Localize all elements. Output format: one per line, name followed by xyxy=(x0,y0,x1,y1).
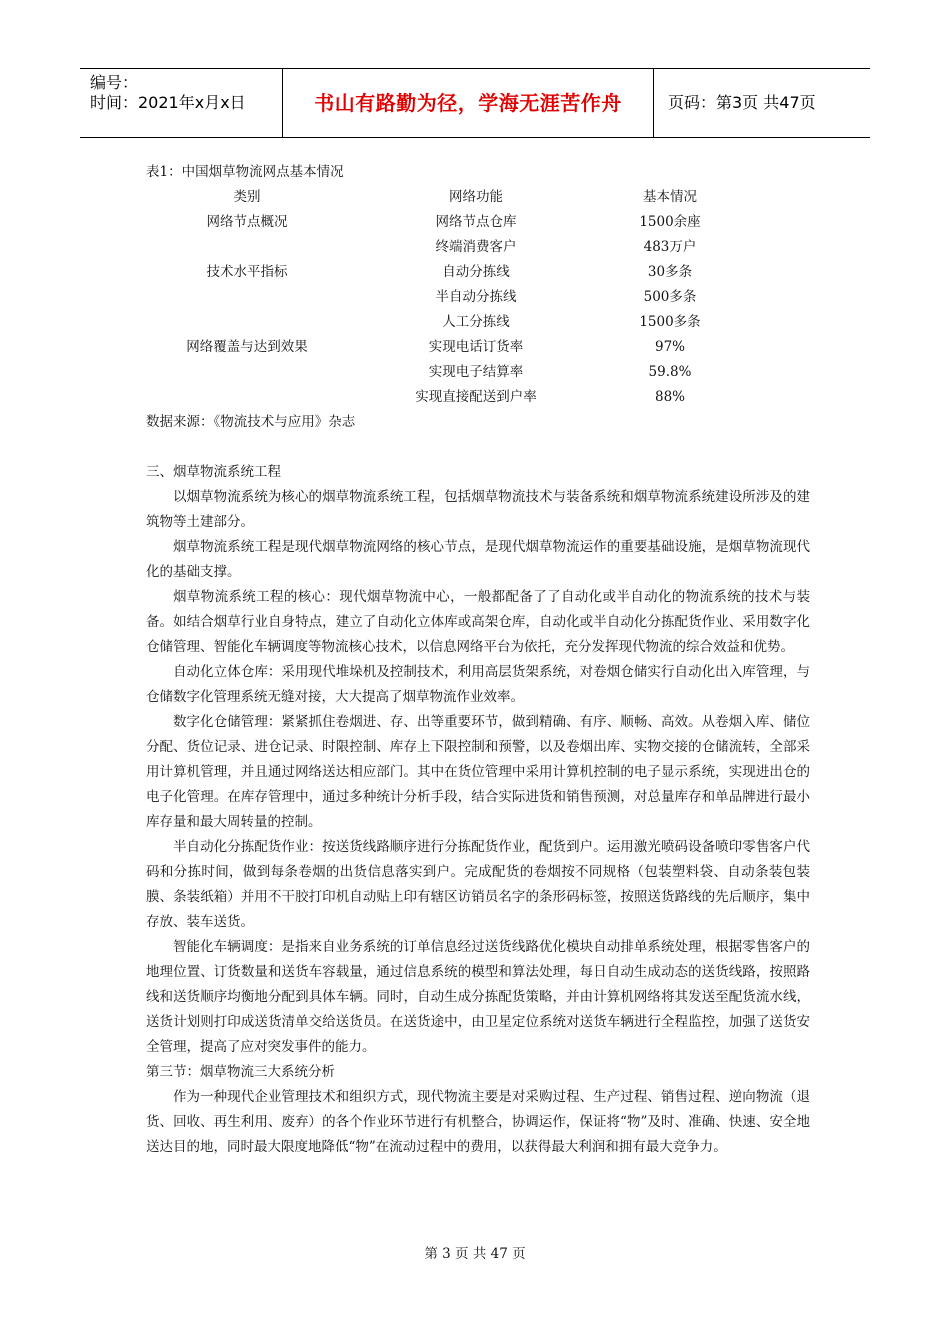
body-paragraph: 自动化立体仓库：采用现代堆垛机及控制技术，利用高层货架系统，对卷烟仓储实行自动化出入库管理，与仓储数字化管理系统无缝对接，大大提高了烟草物流作业效率。 xyxy=(146,664,810,705)
table-cell-category xyxy=(146,285,348,310)
table-cell-function: 人工分拣线 xyxy=(442,314,510,330)
page-header xyxy=(80,68,870,138)
table-cell-value: 500多条 xyxy=(643,289,697,305)
header-motto-cell xyxy=(283,69,654,137)
table-cell-function: 自动分拣线 xyxy=(442,264,510,280)
table-cell-category: 网络节点概况 xyxy=(206,214,288,230)
table-cell-function: 半自动分拣线 xyxy=(435,289,517,305)
table-source: 数据来源：《物流技术与应用》杂志 xyxy=(146,414,356,430)
column-header: 网络功能 xyxy=(449,189,503,205)
column-header: 类别 xyxy=(233,189,261,205)
header-page-cell xyxy=(654,69,870,137)
table-cell-value: 1500余座 xyxy=(639,214,701,230)
table-row xyxy=(146,285,736,310)
header-meta xyxy=(80,69,283,137)
table-cell-value: 97% xyxy=(654,339,685,355)
motto-text: 书山有路勤为径，学海无涯苦作舟 xyxy=(314,91,622,115)
table-cell-function: 实现直接配送到户率 xyxy=(415,389,537,405)
table-row xyxy=(146,260,736,285)
table-cell-category: 技术水平指标 xyxy=(206,264,288,280)
table-cell-category xyxy=(146,360,348,385)
table-caption: 表1：中国烟草物流网点基本情况 xyxy=(146,164,344,180)
body-paragraph: 烟草物流系统工程的核心：现代烟草物流中心，一般都配备了了自动化或半自动化的物流系统的技术与装备。如结合烟草行业自身特点，建立了自动化立体库或高架仓库，自动化或半自动化分拣配货作业、采用数字化仓储管理、智能化车辆调度等物流核心技术，以信息网络平台为依托，充分发挥现代物流的综合效益和优势。 xyxy=(146,589,810,655)
table-cell-value: 59.8% xyxy=(648,364,692,380)
table-cell-category: 网络覆盖与达到效果 xyxy=(186,339,308,355)
footer-page-number: 第 3 页 共 47 页 xyxy=(424,1246,526,1262)
table-cell-function: 网络节点仓库 xyxy=(435,214,517,230)
body-paragraph: 作为一种现代企业管理技术和组织方式，现代物流主要是对采购过程、生产过程、销售过程、逆向物流（退货、回收、再生利用、废弃）的各个作业环节进行有机整合，协调运作，保证将“物”及时、准确、快速、安全地送达目的地，同时最大限度地降低“物”在流动过程中的费用，以获得最大利润和拥有最大竞争力。 xyxy=(146,1089,810,1155)
document-body xyxy=(146,160,810,1160)
section-heading: 三、烟草物流系统工程 xyxy=(146,464,281,480)
table-row xyxy=(146,360,736,385)
body-paragraph: 智能化车辆调度：是指来自业务系统的订单信息经过送货线路优化模块自动排单系统处理，根据零售客户的地理位置、订货数量和送货车容载量，通过信息系统的模型和算法处理，每日自动生成动态的送货线路，按照路线和送货顺序均衡地分配到具体车辆。同时，自动生成分拣配货策略，并由计算机网络将其发送至配货流水线，送货计划则打印成送货清单交给送货员。在送货途中，由卫星定位系统对送货车辆进行全程监控，加强了送货安全管理，提高了应对突发事件的能力。 xyxy=(146,939,810,1055)
table-cell-value: 1500多条 xyxy=(639,314,701,330)
body-paragraph: 以烟草物流系统为核心的烟草物流系统工程，包括烟草物流技术与装备系统和烟草物流系统建设所涉及的建筑物等土建部分。 xyxy=(146,489,810,530)
table-row xyxy=(146,210,736,235)
body-paragraph: 烟草物流系统工程是现代烟草物流网络的核心节点，是现代烟草物流运作的重要基础设施，是烟草物流现代化的基础支撑。 xyxy=(146,539,810,580)
table-cell-value: 30多条 xyxy=(647,264,693,280)
table-header-row xyxy=(146,185,736,210)
data-table xyxy=(146,185,736,410)
table-cell-category xyxy=(146,385,348,410)
table-row xyxy=(146,235,736,260)
table-row xyxy=(146,310,736,335)
table-cell-value: 483万户 xyxy=(643,239,697,255)
spacer xyxy=(146,435,810,460)
table-cell-function: 终端消费客户 xyxy=(435,239,517,255)
section-title: 第三节：烟草物流三大系统分析 xyxy=(146,1064,335,1080)
table-row xyxy=(146,335,736,360)
time-label: 时间：2021年x月x日 xyxy=(90,93,246,112)
page-number-label: 页码：第3页 共47页 xyxy=(668,93,816,112)
body-paragraph: 数字化仓储管理：紧紧抓住卷烟进、存、出等重要环节，做到精确、有序、顺畅、高效。从卷烟入库、储位分配、货位记录、进仓记录、时限控制、库存上下限控制和预警，以及卷烟出库、实物交接的仓储流转，全部采用计算机管理，并且通过网络送达相应部门。其中在货位管理中采用计算机控制的电子显示系统，实现进出仓的电子化管理。在库存管理中，通过多种统计分析手段，结合实际进货和销售预测，对总量库存和单品牌进行最小库存量和最大周转量的控制。 xyxy=(146,714,810,830)
column-header: 基本情况 xyxy=(643,189,697,205)
table-row xyxy=(146,385,736,410)
table-cell-value: 88% xyxy=(654,389,685,405)
table-cell-function: 实现电话订货率 xyxy=(428,339,524,355)
body-paragraph: 半自动化分拣配货作业：按送货线路顺序进行分拣配货作业，配货到户。运用激光喷码设备喷印零售客户代码和分拣时间，做到每条卷烟的出货信息落实到户。完成配货的卷烟按不同规格（包装塑料袋、自动条装包装膜、条装纸箱）并用不干胶打印机自动贴上印有辖区访销员名字的条形码标签，按照送货路线的先后顺序，集中存放、装车送货。 xyxy=(146,839,810,930)
page-footer xyxy=(0,1244,950,1264)
number-label: 编号： xyxy=(90,73,139,92)
table-cell-category xyxy=(146,310,348,335)
table-cell-category xyxy=(146,235,348,260)
table-cell-function: 实现电子结算率 xyxy=(428,364,524,380)
